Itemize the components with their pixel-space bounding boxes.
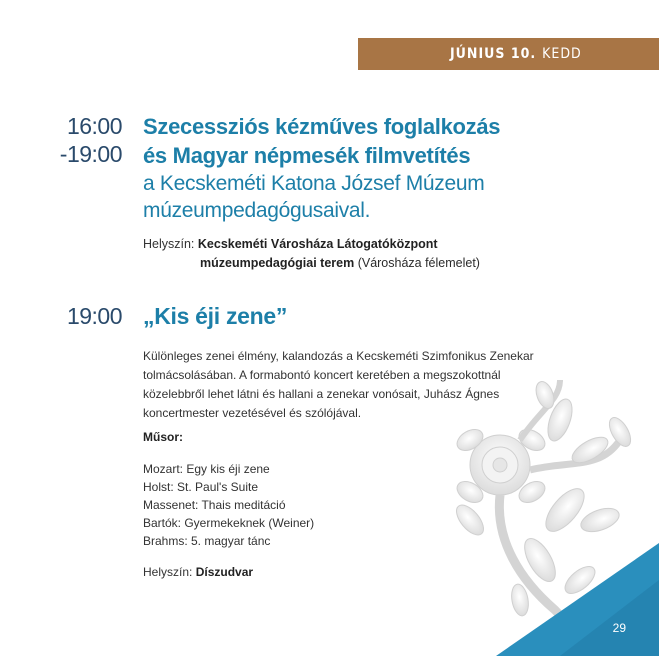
page-number: 29 <box>612 621 626 635</box>
description-line: közelebbről lehet látni és hallani a zenekar vonósait, Juhász Ágnes <box>143 387 500 401</box>
program-label: Műsor: <box>143 430 183 444</box>
date-label: JÚNIUS 10. <box>450 46 537 62</box>
description-line: Különleges zenei élmény, kalandozás a Kecskeméti Szimfonikus Zenekar <box>143 349 534 363</box>
location-floor: (Városháza félemelet) <box>357 256 480 270</box>
program-item: Mozart: Egy kis éji zene <box>143 462 270 476</box>
location-label: Helyszín: <box>143 237 195 251</box>
event2-time: 19:00 <box>66 303 122 329</box>
location-name: Díszudvar <box>195 565 254 579</box>
event2-title: „Kis éji zene” <box>143 303 288 329</box>
program-item: Brahms: 5. magyar tánc <box>143 534 271 548</box>
program-item: Massenet: Thais meditáció <box>143 498 286 512</box>
location-label: Helyszín: <box>143 565 193 579</box>
event1-title-line1: Szecessziós kézműves foglalkozás <box>143 114 501 139</box>
program-list <box>143 460 314 550</box>
event1-subtitle-line1: a Kecskeméti Katona József Múzeum <box>143 172 485 195</box>
location-room: múzeumpedagógiai terem <box>200 256 355 270</box>
event1-time-start: 16:00 <box>66 113 122 139</box>
event1-location-row1 <box>143 235 438 254</box>
event1-location-row2 <box>200 254 480 273</box>
event2-location-row <box>143 563 253 582</box>
day-label: KEDD <box>542 46 582 62</box>
date-header-bar <box>358 38 659 70</box>
event1-time-end: -19:00 <box>59 141 122 167</box>
program-item: Bartók: Gyermekeknek (Weiner) <box>143 516 315 530</box>
event1-subtitle-line2: múzeumpedagógusaival. <box>143 199 371 222</box>
location-name: Kecskeméti Városháza Látogatóközpont <box>197 237 438 251</box>
program-item: Holst: St. Paul's Suite <box>143 480 259 494</box>
event1-title-line2: és Magyar népmesék filmvetítés <box>143 143 471 168</box>
event2-description <box>143 347 593 423</box>
description-line: tolmácsolásában. A formabontó koncert keretében a megszokottnál <box>143 368 501 382</box>
description-line: koncertmester vezetésével és szólójával. <box>143 406 362 420</box>
